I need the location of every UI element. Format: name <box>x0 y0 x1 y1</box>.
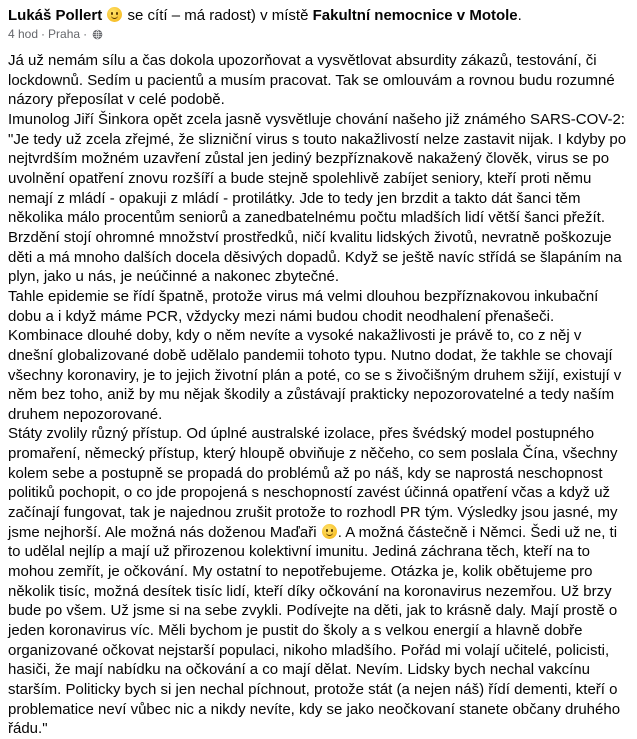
post-meta <box>8 26 629 42</box>
paragraph-2: Imunolog Jiří Šinkora opět zcela jasně vysvětluje chování našeho již známého SARS-COV-2: <box>8 110 625 128</box>
post-body <box>8 51 629 739</box>
header-period: . <box>517 7 522 24</box>
post-header <box>8 6 629 25</box>
meta-separator-2: · <box>83 27 88 41</box>
paragraph-5 <box>8 424 629 739</box>
paragraph-3: "Je tedy už zcela zřejmé, že slizniční virus s touto nakažlivostí nelze zastavit nijak. I kdyby po nejtvrdším možném uzavření zůstal jen jediný bezpříznakově nakažený člověk, virus se po uvolnění opatření znovu rozšíří a bude stejně spolehlivě zabíjet seniory, kteří proti němu nemají z mládí - opakuji z mládí - protilátky. Jde to tedy jen brzdit a takto dát šanci těm několika málo procentům seniorů a zanedbatelnému počtu mladších lidí větší šanci přežít. Brzdění stojí ohromné množství prostředků, ničí kvalitu lidských životů, nevratně poškozuje děti a má mnoho dalších docela děsivých dopadů. Když se ještě navíc střídá se šlapáním na plyn, jako u nás, je neúčinné a nakonec zbytečné. <box>8 130 627 286</box>
smiling-face-icon <box>322 524 337 539</box>
paragraph-1: Já už nemám sílu a čas dokola upozorňovat a vysvětlovat absurdity zákazů, testování, či lockdownů. Sedím u pacientů a musím pracovat. Tak se omlouvám a rovnou budu rozumné názory přeposílat v celé podobě. <box>8 52 615 109</box>
post-location[interactable]: Praha <box>48 27 81 41</box>
author-name[interactable]: Lukáš Pollert <box>8 7 103 24</box>
post-time[interactable]: 4 hod <box>8 27 39 41</box>
globe-icon[interactable] <box>92 29 103 40</box>
paragraph-4: Tahle epidemie se řídí špatně, protože virus má velmi dlouhou bezpříznakovou inkubační dobu a i když máme PCR, vždycky mezi námi budou chodit neodhalení přenašeči. Kombinace dlouhé doby, kdy o něm nevíte a vysoké nakažlivosti je právě to, co z něj v dnešní globalizované době udělalo pandemii tohoto typu. Nutno dodat, že takhle se chovají všechny koronaviry, je to jejich životní plán a poté, co se s živočišným druhem sžijí, existují v něm bez toho, aniž by mu nějak škodily a zůstávají prakticky nepozorovatelné a tedy naším druhem nepozorované. <box>8 287 622 423</box>
smiling-face-icon <box>107 7 122 22</box>
paragraph-5-part-2: . A možná částečně i Němci. Šedi už ne, ti to udělal nejlíp a mají už přirozenou kolektivní imunitu. Jediná záchrana těch, kteří na to mohou zemřít, je očkování. My ostatní to nepotřebujeme. Otázka je, kolik obětujeme pro několik tisíc, možná desítek tisíc lidí, kteří díky očkování na koronavirus nezemřou. Už brzy bude po všem. Už jsme si na sebe zvykli. Podívejte na děti, jak to krásně daly. Mají prostě o jeden koronavirus víc. Měli bychom je pustit do školy a s velkou energií a hlavně dobře organizované očkovat nejstarší populaci, nikoho mladšího. Pořád mi volají učitelé, policisti, hasiči, že mají nabídku na očkování a co mají dělat. Nevím. Lidsky bych nechal vakcínu starším. Politicky bych si jen nechal píchnout, protože stát (a nejen náš) řídí dementi, kteří o problematice neví vůbec nic a nikdy nevíte, kdy se jako neočkovaní stanete občany druhého řádu." <box>8 523 621 738</box>
paragraph-5-part-1: Státy zvolily různý přístup. Od úplné australské izolace, přes švédský model postupného promaření, německý přístup, který hloupě obviňuje z něčeho, co sem poslala Čína, všechny kolem sebe a postupně se propadá do problémů až po náš, kdy se naprostá neschopnost politiků pochopit, o co jde propojená s neschopností zavést účinná opatření včas a když už začínají fungovat, tak je najednou zrušit protože to rozhodl PR tým. Výsledky jsou jasné, my jsme nejhorší. Ale možná nás doženou Maďaři <box>8 425 618 541</box>
feeling-text: se cítí – má radost) v místě <box>127 7 309 24</box>
meta-separator: · <box>41 27 46 41</box>
place-link[interactable]: Fakultní nemocnice v Motole <box>312 7 518 24</box>
